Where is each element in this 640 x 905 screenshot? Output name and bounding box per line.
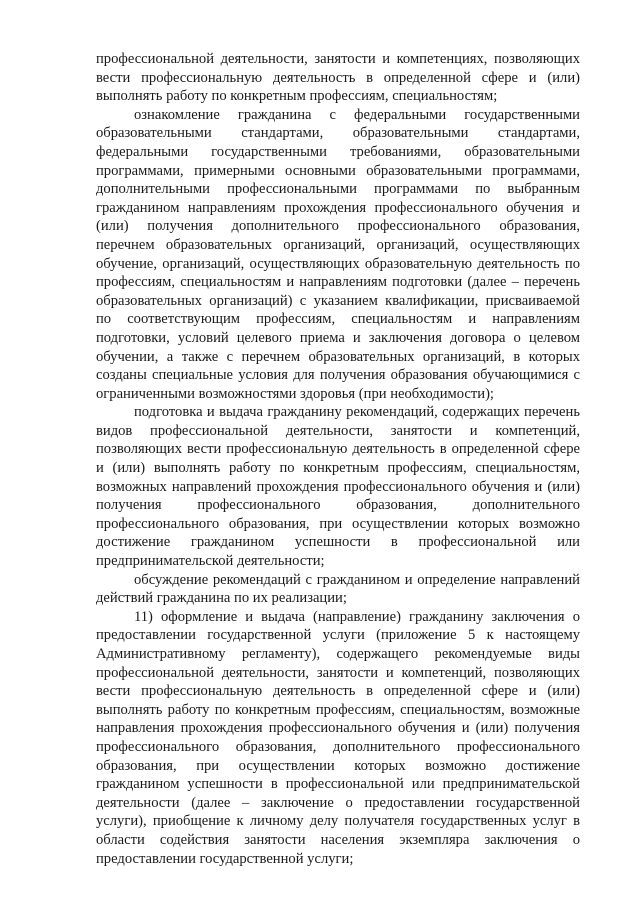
paragraph-continuation: профессиональной деятельности, занятости и компетенциях, позволяющих вести профессиональную деятельность в определенной сфере и (или) выполнять работу по конкретным профессиям, специальностям;	[96, 51, 580, 105]
document-body	[96, 50, 580, 868]
paragraph-item-11: 11) оформление и выдача (направление) гражданину заключения о предоставлении государственной услуги (приложение 5 к настоящему Административному регламенту), содержащего рекомендуемые виды профессиональной деятельности, занятости и компетенций, позволяющих вести профессиональную деятельность в определенной сфере и (или) выполнять работу по конкретным профессиям, специальностям, возможные направления прохождения профессионального обучения и (или) получения профессионального образования, дополнительного профессионального образования, при осуществлении которых возможно достижение гражданином успешности в профессиональной или предпринимательской деятельности (далее – заключение о предоставлении государственной услуги), приобщение к личному делу получателя государственных услуг в области содействия занятости населения экземпляра заключения о предоставлении государственной услуги;	[96, 608, 580, 867]
paragraph-recommendations: подготовка и выдача гражданину рекомендаций, содержащих перечень видов профессиональной деятельности, занятости и компетенций, позволяющих вести профессиональную деятельность в определенной сфере и (или) выполнять работу по конкретным профессиям, специальностям, возможных направлений прохождения профессионального обучения и (или) получения профессионального образования, дополнительного профессионального образования, при осуществлении которых возможно достижение гражданином успешности в профессиональной или предпринимательской деятельности;	[96, 404, 580, 570]
paragraph-familiarization: ознакомление гражданина с федеральными государственными образовательными стандартами, образовательными стандартами, федеральными государственными требованиями, образовательными программами, примерными основными образовательными программами, дополнительными профессиональными программами по выбранным гражданином направлениям прохождения профессионального обучения и (или) получения дополнительного профессионального образования, перечнем образовательных организаций, организаций, осуществляющих обучение, организаций, осуществляющих образовательную деятельность по профессиям, специальностям и направлениям подготовки (далее – перечень образовательных организаций) с указанием квалификации, присваиваемой по соответствующим профессиям, специальностям и направлениям подготовки, условий целевого приема и заключения договора о целевом обучении, а также с перечнем образовательных организаций, в которых созданы специальные условия для получения образования обучающимися с ограниченными возможностями здоровья (при необходимости);	[96, 106, 580, 402]
paragraph-discussion: обсуждение рекомендаций с гражданином и определение направлений действий гражданина по их реализации;	[96, 571, 580, 607]
